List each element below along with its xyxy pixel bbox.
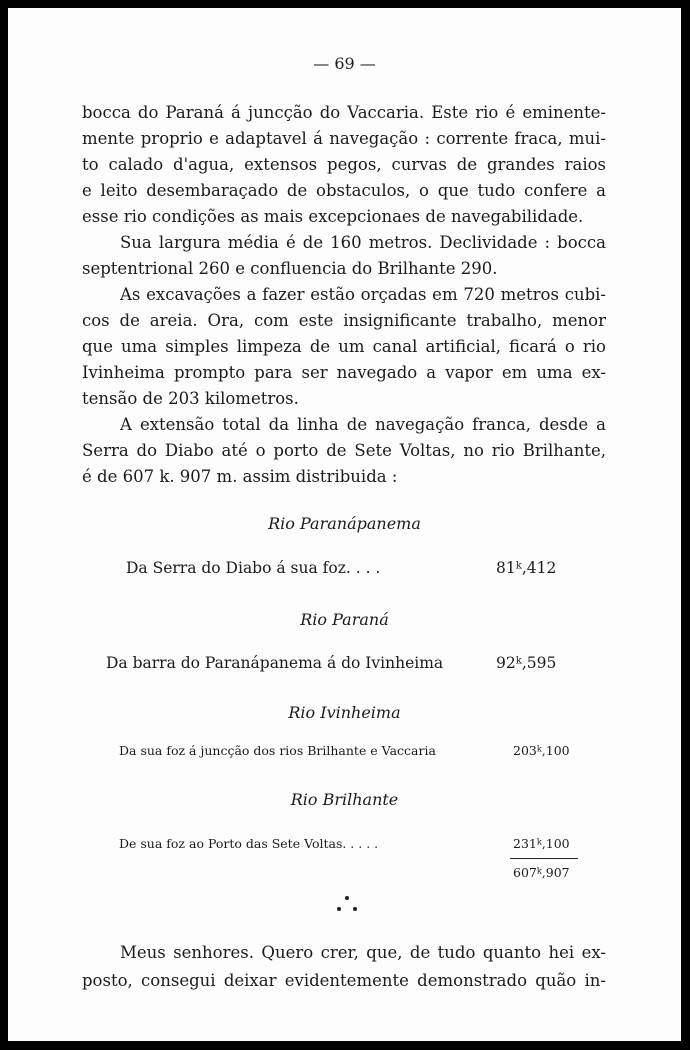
text-line: e leito desembaraçado de obstaculos, o que tudo confere a (82, 181, 606, 200)
section-entry: De sua foz ao Porto das Sete Voltas. . . . . (119, 836, 379, 851)
text-line: tensão de 203 kilometros. (82, 389, 299, 408)
distance-value: 231$^k$,100 (513, 836, 570, 851)
distance-value: 92$^k$,595 (496, 654, 557, 672)
book-page (8, 8, 681, 1041)
section-entry: Da Serra do Diabo á sua foz. . . . (126, 559, 381, 577)
text-line: que uma simples limpeza de um canal artificial, ficará o rio (82, 337, 606, 356)
section-heading: Rio Brilhante (290, 790, 399, 809)
distance-value: 81$^k$,412 (496, 559, 557, 577)
text-line: é de 607 k. 907 m. assim distribuida : (82, 467, 398, 486)
sum-rule (510, 858, 578, 859)
section-heading: Rio Paraná (300, 610, 389, 629)
text-line: Ivinheima prompto para ser navegado a vapor em uma ex- (82, 363, 606, 382)
text-line: posto, consegui deixar evidentemente demonstrado quão in- (82, 971, 606, 990)
asterism-ornament (332, 894, 362, 924)
text-line: esse rio condições as mais excepcionaes de navegabilidade. (82, 207, 584, 226)
section-entry: Da sua foz á juncção dos rios Brilhante e Vaccaria (119, 743, 436, 758)
text-line: bocca do Paraná á juncção do Vaccaria. Este rio é eminente- (82, 103, 606, 122)
text-line: Sua largura média é de 160 metros. Declividade : bocca (120, 233, 606, 252)
text-line: to calado d'agua, extensos pegos, curvas de grandes raios (82, 155, 606, 174)
text-line: septentrional 260 e confluencia do Brilhante 290. (82, 259, 498, 278)
text-line: mente proprio e adaptavel á navegação : corrente fraca, mui- (82, 129, 606, 148)
distance-value: 203$^k$,100 (513, 743, 570, 758)
section-entry: Da barra do Paranápanema á do Ivinheima (106, 654, 444, 672)
section-heading: Rio Ivinheima (288, 703, 401, 722)
page-number: — 69 — (313, 54, 376, 73)
text-line: As excavações a fazer estão orçadas em 720 metros cubi- (120, 285, 606, 304)
text-line: Meus senhores. Quero crer, que, de tudo quanto hei ex- (120, 943, 606, 962)
text-line: Serra do Diabo até o porto de Sete Voltas, no rio Brilhante, (82, 441, 606, 460)
section-heading: Rio Paranápanema (268, 514, 421, 533)
total-distance: 607$^k$,907 (513, 865, 570, 880)
text-line: cos de areia. Ora, com este insignificante trabalho, menor (82, 311, 606, 330)
text-line: A extensão total da linha de navegação franca, desde a (120, 415, 606, 434)
